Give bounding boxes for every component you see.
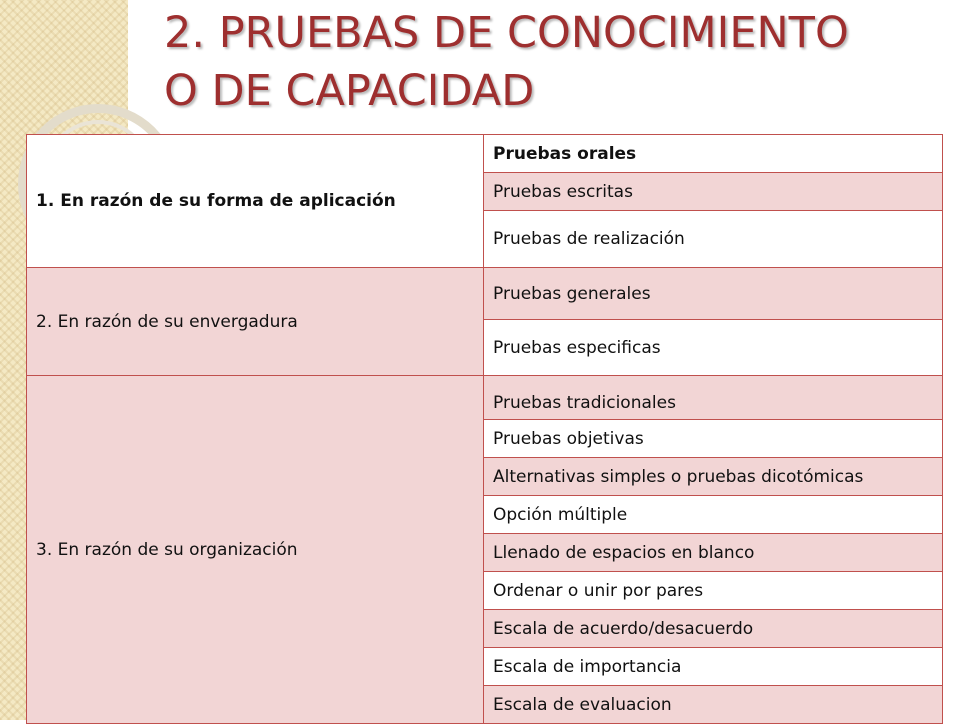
test-item-cell: Alternativas simples o pruebas dicotómicas — [484, 458, 943, 496]
slide-title-line-1: 2. PRUEBAS DE CONOCIMIENTO — [164, 8, 849, 58]
test-item-cell: Llenado de espacios en blanco — [484, 534, 943, 572]
test-item-cell: Pruebas tradicionales — [484, 376, 943, 420]
test-item-cell: Pruebas escritas — [484, 173, 943, 211]
category-cell-organization: 3. En razón de su organización — [27, 376, 484, 724]
slide-title-line-2: O DE CAPACIDAD — [164, 66, 535, 116]
test-item-cell: Ordenar o unir por pares — [484, 572, 943, 610]
test-item-cell: Opción múltiple — [484, 496, 943, 534]
test-item-cell: Escala de acuerdo/desacuerdo — [484, 610, 943, 648]
test-item-cell: Escala de importancia — [484, 648, 943, 686]
test-item-cell: Pruebas generales — [484, 268, 943, 320]
test-item-cell: Pruebas orales — [484, 135, 943, 173]
test-item-cell: Pruebas de realización — [484, 211, 943, 268]
table-row — [27, 135, 943, 173]
tests-classification-table — [26, 134, 943, 724]
category-cell-scope: 2. En razón de su envergadura — [27, 268, 484, 376]
test-item-cell: Pruebas especificas — [484, 320, 943, 376]
test-item-cell: Pruebas objetivas — [484, 420, 943, 458]
table-row — [27, 268, 943, 320]
test-item-cell: Escala de evaluacion — [484, 686, 943, 724]
slide-title — [164, 4, 944, 120]
table-row — [27, 376, 943, 420]
category-cell-application: 1. En razón de su forma de aplicación — [27, 135, 484, 268]
